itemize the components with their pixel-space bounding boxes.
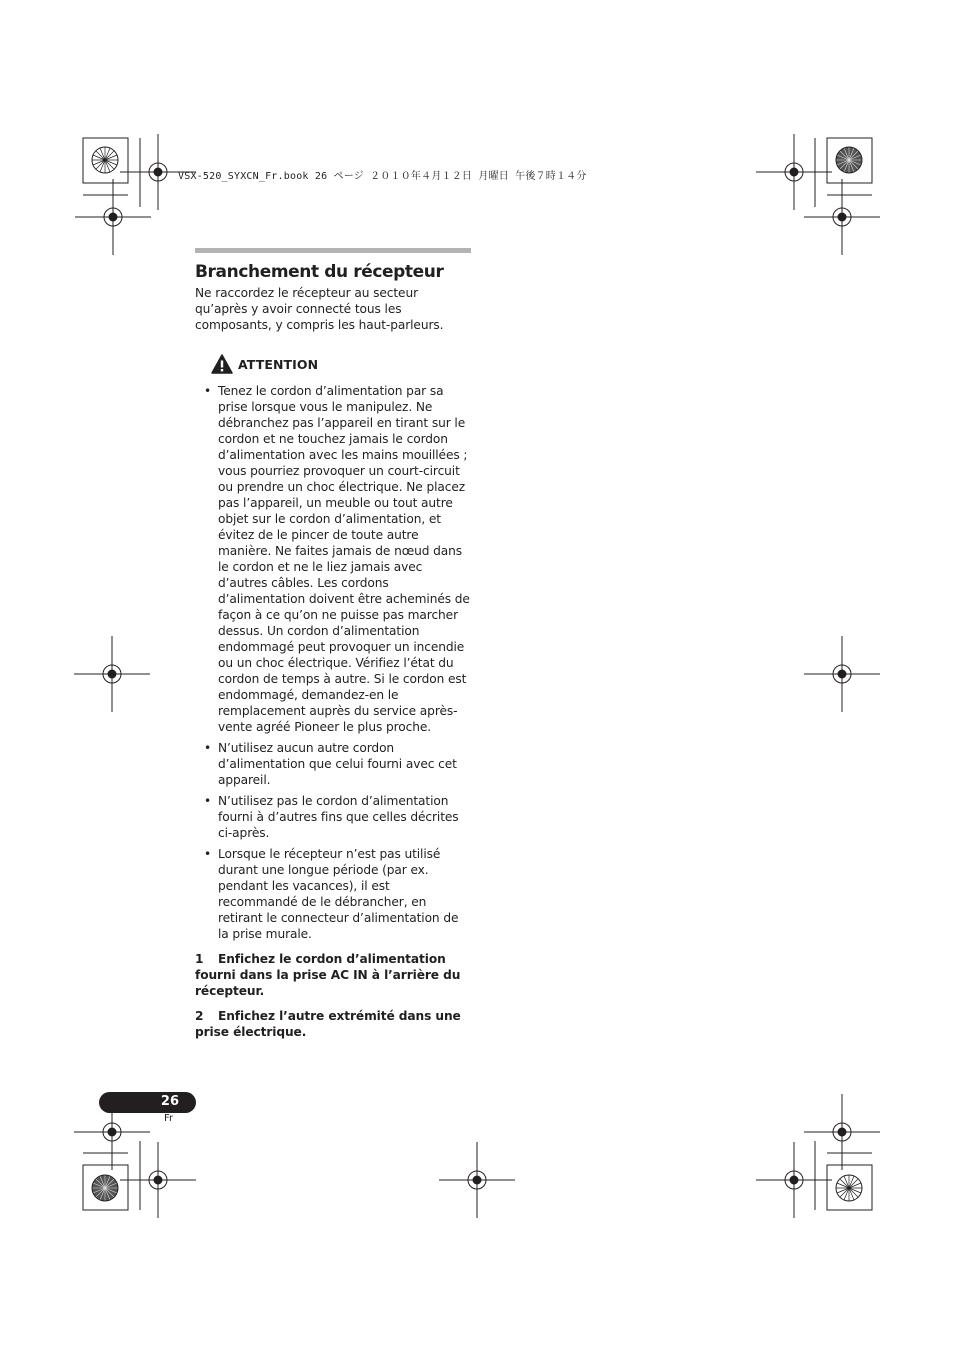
crop-mark-mid-right	[804, 636, 880, 712]
step-2: 2 Enfichez l’autre extrémité dans une prise électrique.	[195, 1009, 461, 1039]
crop-mark-top-left	[75, 134, 196, 255]
section-title: Branchement du récepteur	[195, 262, 444, 282]
warning-triangle-icon	[211, 354, 233, 374]
bullet: •	[204, 794, 212, 808]
step-1: 1 Enfichez le cordon d’alimentation fourni dans la prise AC IN à l’arrière du récepteur.	[195, 952, 461, 998]
bullet: •	[204, 847, 212, 861]
bullet: •	[204, 384, 212, 398]
crop-mark-bottom-center	[439, 1142, 515, 1218]
crop-mark-mid-left	[74, 636, 150, 712]
list-item: • Tenez le cordon d’alimentation par sa prise lorsque vous le manipulez. Ne débranchez pas l’appareil en tirant sur le cordon et ne touchez jamais le cordon d’alimentation avec les mains mouillées ; vous pourriez provoquer un court-circuit ou prendre un choc électrique. Ne placez pas l’appareil, un meuble ou tout autre objet sur le cordon d’alimentation, et évitez de le pincer de toute autre manière. Ne faites jamais de nœud dans le cordon et ne le liez jamais avec d’autres câbles. Les cordons d’alimentation doivent être acheminés de façon à ce qu’on ne puisse pas marcher dessus. Un cordon d’alimentation endommagé peut provoquer un incendie ou un choc électrique. Vérifiez l’état du cordon de temps à autre. Si le cordon est endommagé, demandez-en le remplacement auprès du service après-vente agréé Pioneer le plus proche.	[204, 384, 470, 734]
list-item: • Lorsque le récepteur n’est pas utilisé durant une longue période (par ex. pendant les vacances), il est recommandé de le débrancher, en retirant le connecteur d’alimentation de la prise murale.	[204, 847, 459, 941]
caution-title: ATTENTION	[238, 356, 319, 372]
content-column	[195, 248, 471, 1040]
crop-mark-top-right	[756, 134, 880, 255]
print-info-header: VSX-520_SYXCN_Fr.book 26 ページ ２０１０年４月１２日 月曜日 午後７時１４分	[178, 171, 587, 182]
list-item: • N’utilisez pas le cordon d’alimentation fourni à d’autres fins que celles décrites ci-après.	[204, 794, 459, 840]
list-item: • N’utilisez aucun autre cordon d’alimentation que celui fourni avec cet appareil.	[204, 741, 457, 787]
crop-mark-bottom-right	[756, 1094, 880, 1218]
bullet: •	[204, 741, 212, 755]
caution-list	[195, 383, 471, 942]
page-number: 26	[160, 1094, 179, 1109]
caution-heading	[195, 354, 471, 374]
section-rule	[195, 248, 471, 253]
page-language: Fr	[164, 1113, 174, 1124]
section-intro: Ne raccordez le récepteur au secteur qu’après y avoir connecté tous les composants, y compris les haut-parleurs.	[195, 286, 444, 332]
page-number-tab	[99, 1092, 196, 1113]
